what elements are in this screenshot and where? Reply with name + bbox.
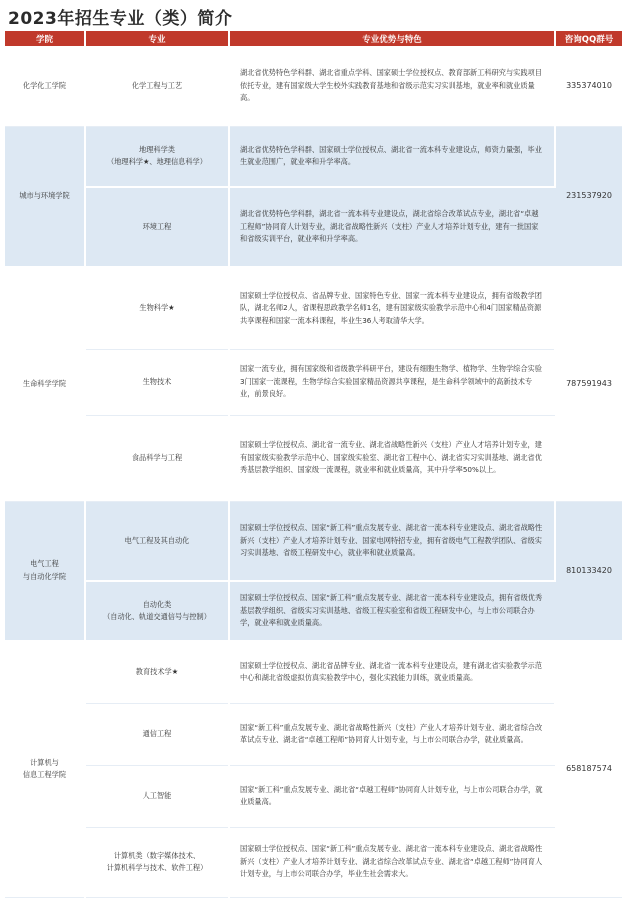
major-cell: 教育技术学★ xyxy=(85,641,229,703)
table-row xyxy=(5,581,622,641)
major-cell: 生物科学★ xyxy=(85,267,229,349)
majors-table xyxy=(5,31,622,898)
major-cell: 地理科学类 （地理科学★、地理信息科学） xyxy=(85,126,229,187)
major-cell: 电气工程及其自动化 xyxy=(85,501,229,581)
desc-cell: 国家硕士学位授权点、国家“新工科”重点发展专业、湖北省一流本科专业建设点，拥有省级优秀基层教学组织、省级实习实训基地、省级工程实验室和省级工程研发中心，与上市公司联合办学，就业率和就业质量高。 xyxy=(229,581,555,641)
major-cell: 通信工程 xyxy=(85,703,229,765)
major-cell: 食品科学与工程 xyxy=(85,415,229,501)
desc-cell: 国家硕士学位授权点、省品牌专业、国家特色专业、国家一流本科专业建设点，拥有省级教学团队，湖北名师2人，省课程思政教学名师1名，建有国家级实验教学示范中心和4门国家精品资源共享课程和国家一流本科课程，毕业生36人考取清华大学。 xyxy=(229,267,555,349)
table-row xyxy=(5,126,622,187)
table-header-row xyxy=(5,31,622,46)
table-row xyxy=(5,349,622,415)
desc-cell: 国家硕士学位授权点、湖北省品牌专业、湖北省一流本科专业建设点，建有湖北省实验教学示范中心和湖北省级虚拟仿真实验教学中心，强化实践能力训练，就业质量高。 xyxy=(229,641,555,703)
desc-cell: 湖北省优势特色学科群，湖北省一流本科专业建设点，湖北省综合改革试点专业，湖北省“卓越工程师”协同育人计划专业，湖北省战略性新兴（支柱）产业人才培养计划专业，建有一批国家和省级实训平台，就业率和升学率高。 xyxy=(229,187,555,267)
desc-cell: 国家“新工科”重点发展专业、湖北省“卓越工程师”协同育人计划专业，与上市公司联合办学，就业质量高。 xyxy=(229,765,555,827)
major-cell: 环境工程 xyxy=(85,187,229,267)
qq-cell: 810133420 xyxy=(555,501,622,641)
college-cell: 生命科学学院 xyxy=(5,267,85,501)
table-row xyxy=(5,415,622,501)
desc-cell: 国家硕士学位授权点、国家“新工科”重点发展专业、湖北省一流本科专业建设点、湖北省战略性新兴（支柱）产业人才培养计划专业、国家电网特招专业，拥有省级电气工程教学团队、省级实习实训基地、省级工程研发中心，就业率和就业质量高。 xyxy=(229,501,555,581)
major-cell: 生物技术 xyxy=(85,349,229,415)
desc-cell: 湖北省优势特色学科群、国家硕士学位授权点、湖北省一流本科专业建设点，师资力量强，毕业生就业范围广，就业率和升学率高。 xyxy=(229,126,555,187)
desc-cell: 国家“新工科”重点发展专业、湖北省战略性新兴（支柱）产业人才培养计划专业、湖北省综合改革试点专业、湖北省“卓越工程师”协同育人计划专业，与上市公司联合办学，就业质量高。 xyxy=(229,703,555,765)
major-cell: 人工智能 xyxy=(85,765,229,827)
table-row xyxy=(5,765,622,827)
header-features: 专业优势与特色 xyxy=(229,31,555,46)
table-row xyxy=(5,827,622,897)
qq-cell: 231537920 xyxy=(555,126,622,267)
major-cell: 自动化类 （自动化、轨道交通信号与控制） xyxy=(85,581,229,641)
desc-cell: 国家硕士学位授权点、国家“新工科”重点发展专业、湖北省一流本科专业建设点、湖北省战略性新兴（支柱）产业人才培养计划专业、湖北省综合改革试点专业、湖北省“卓越工程师”协同育人计划专业，与上市公司联合办学，毕业生社会需求大。 xyxy=(229,827,555,897)
major-cell: 化学工程与工艺 xyxy=(85,46,229,126)
desc-cell: 国家硕士学位授权点、湖北省一流专业、湖北省战略性新兴（支柱）产业人才培养计划专业，建有国家级实验教学示范中心、国家级实验室、湖北省工程中心、湖北省实习实训基地、湖北省优秀基层教学组织、国家级一流课程，就业率和就业质量高，其中升学率50%以上。 xyxy=(229,415,555,501)
qq-cell: 658187574 xyxy=(555,641,622,897)
qq-cell: 335374010 xyxy=(555,46,622,126)
qq-cell: 787591943 xyxy=(555,267,622,501)
desc-cell: 湖北省优势特色学科群、湖北省重点学科、国家硕士学位授权点、教育部新工科研究与实践项目依托专业，建有国家级大学生校外实践教育基地和省级示范实习实训基地，就业率和就业质量高。 xyxy=(229,46,555,126)
college-cell: 化学化工学院 xyxy=(5,46,85,126)
table-row xyxy=(5,267,622,349)
header-qq: 咨询QQ群号 xyxy=(555,31,622,46)
table-row xyxy=(5,187,622,267)
desc-cell: 国家一流专业，拥有国家级和省级教学科研平台，建设有细胞生物学、植物学、生物学综合实验3门国家一流课程，生物学综合实验国家精品资源共享课程，是生命科学领域中的高新技术专业，前景良好。 xyxy=(229,349,555,415)
table-row xyxy=(5,703,622,765)
college-cell: 电气工程 与自动化学院 xyxy=(5,501,85,641)
header-college: 学院 xyxy=(5,31,85,46)
college-cell: 城市与环境学院 xyxy=(5,126,85,267)
table-row xyxy=(5,46,622,126)
table-row xyxy=(5,501,622,581)
table-row xyxy=(5,641,622,703)
major-cell: 计算机类（数字媒体技术、 计算机科学与技术、软件工程） xyxy=(85,827,229,897)
college-cell: 计算机与 信息工程学院 xyxy=(5,641,85,897)
page-title: 2023年招生专业（类）简介 xyxy=(8,9,233,29)
header-major: 专业 xyxy=(85,31,229,46)
